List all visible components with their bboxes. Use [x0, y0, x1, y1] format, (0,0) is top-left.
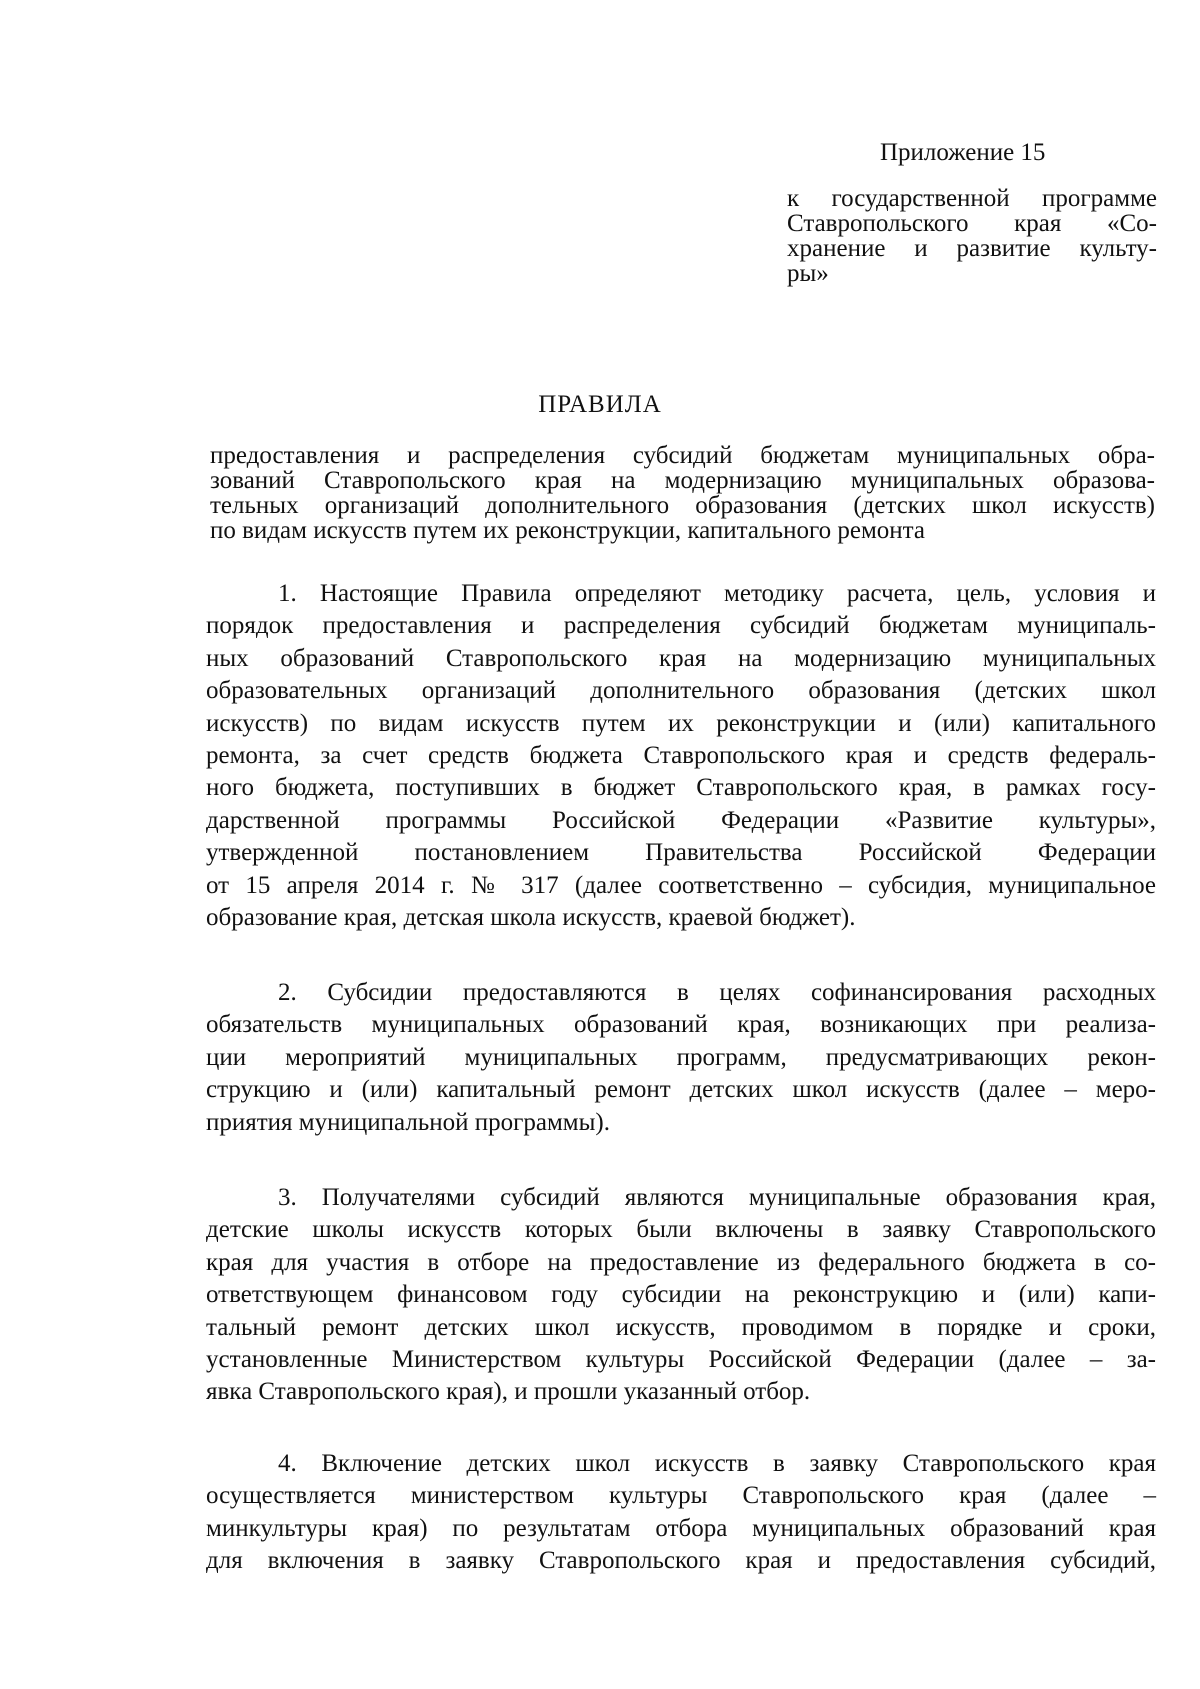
paragraph-line: тальный ремонт детских школ искусств, проводимом в порядке и сроки,	[206, 1313, 1156, 1341]
paragraph-line: установленные Министерством культуры Российской Федерации (далее – за-	[206, 1346, 1156, 1374]
paragraph-line: края для участия в отборе на предоставление из федерального бюджета в со-	[206, 1248, 1156, 1276]
document-title: ПРАВИЛА	[538, 391, 662, 418]
paragraph-3	[206, 1182, 1156, 1409]
paragraph-line: порядок предоставления и распределения субсидий бюджетам муниципаль-	[206, 612, 1156, 640]
document-subtitle	[210, 443, 1155, 543]
paragraph-line: ремонта, за счет средств бюджета Ставропольского края и средств федераль-	[206, 742, 1156, 770]
subtitle-line: предоставления и распределения субсидий бюджетам муниципальных обра-	[210, 442, 1155, 469]
paragraph-line: струкцию и (или) капитальный ремонт детских школ искусств (далее – меро-	[206, 1076, 1156, 1104]
paragraph-line: искусств) по видам искусств путем их реконструкции и (или) капитального	[206, 709, 1156, 737]
appendix-ref-line: Ставропольского края «Со-	[787, 210, 1157, 237]
appendix-ref-line: хранение и развитие культу-	[787, 235, 1157, 262]
subtitle-line: тельных организаций дополнительного образования (детских школ искусств)	[210, 492, 1155, 519]
paragraph-line: ных образований Ставропольского края на модернизацию муниципальных	[206, 644, 1156, 672]
paragraph-2	[206, 977, 1156, 1139]
paragraph-line: образование края, детская школа искусств, краевой бюджет).	[206, 904, 856, 932]
appendix-ref-line: к государственной программе	[787, 185, 1157, 212]
paragraph-line: ответствующем финансовом году субсидии на реконструкцию и (или) капи-	[206, 1281, 1156, 1309]
paragraph-line: 2. Субсидии предоставляются в целях софинансирования расходных	[278, 979, 1156, 1006]
paragraph-4	[206, 1448, 1156, 1578]
paragraph-line: приятия муниципальной программы).	[206, 1108, 610, 1136]
subtitle-line: по видам искусств путем их реконструкции, капитального ремонта	[210, 517, 925, 544]
paragraph-line: утвержденной постановлением Правительства Российской Федерации	[206, 839, 1156, 867]
paragraph-line: минкультуры края) по результатам отбора муниципальных образований края	[206, 1514, 1156, 1542]
appendix-reference	[787, 186, 1157, 286]
appendix-ref-line: ры»	[787, 260, 829, 287]
paragraph-line: от 15 апреля 2014 г. № 317 (далее соответственно – субсидия, муниципальное	[206, 871, 1156, 899]
paragraph-line: 4. Включение детских школ искусств в заявку Ставропольского края	[278, 1450, 1156, 1477]
paragraph-line: детские школы искусств которых были включены в заявку Ставропольского	[206, 1216, 1156, 1244]
paragraph-line: осуществляется министерством культуры Ставропольского края (далее –	[206, 1482, 1156, 1510]
paragraph-line: явка Ставропольского края), и прошли указанный отбор.	[206, 1378, 811, 1406]
paragraph-line: ции мероприятий муниципальных программ, предусматривающих рекон-	[206, 1043, 1156, 1071]
paragraph-line: обязательств муниципальных образований края, возникающих при реализа-	[206, 1011, 1156, 1039]
paragraph-line: дарственной программы Российской Федерации «Развитие культуры»,	[206, 806, 1156, 834]
paragraph-line: для включения в заявку Ставропольского края и предоставления субсидий,	[206, 1547, 1156, 1575]
appendix-label: Приложение 15	[880, 139, 1046, 166]
paragraph-line: образовательных организаций дополнительного образования (детских школ	[206, 677, 1156, 705]
paragraph-line: 1. Настоящие Правила определяют методику расчета, цель, условия и	[278, 580, 1156, 607]
paragraph-line: ного бюджета, поступивших в бюджет Ставропольского края, в рамках госу-	[206, 774, 1156, 802]
paragraph-line: 3. Получателями субсидий являются муниципальные образования края,	[278, 1184, 1156, 1211]
paragraph-1	[206, 578, 1156, 934]
subtitle-line: зований Ставропольского края на модернизацию муниципальных образова-	[210, 467, 1155, 494]
